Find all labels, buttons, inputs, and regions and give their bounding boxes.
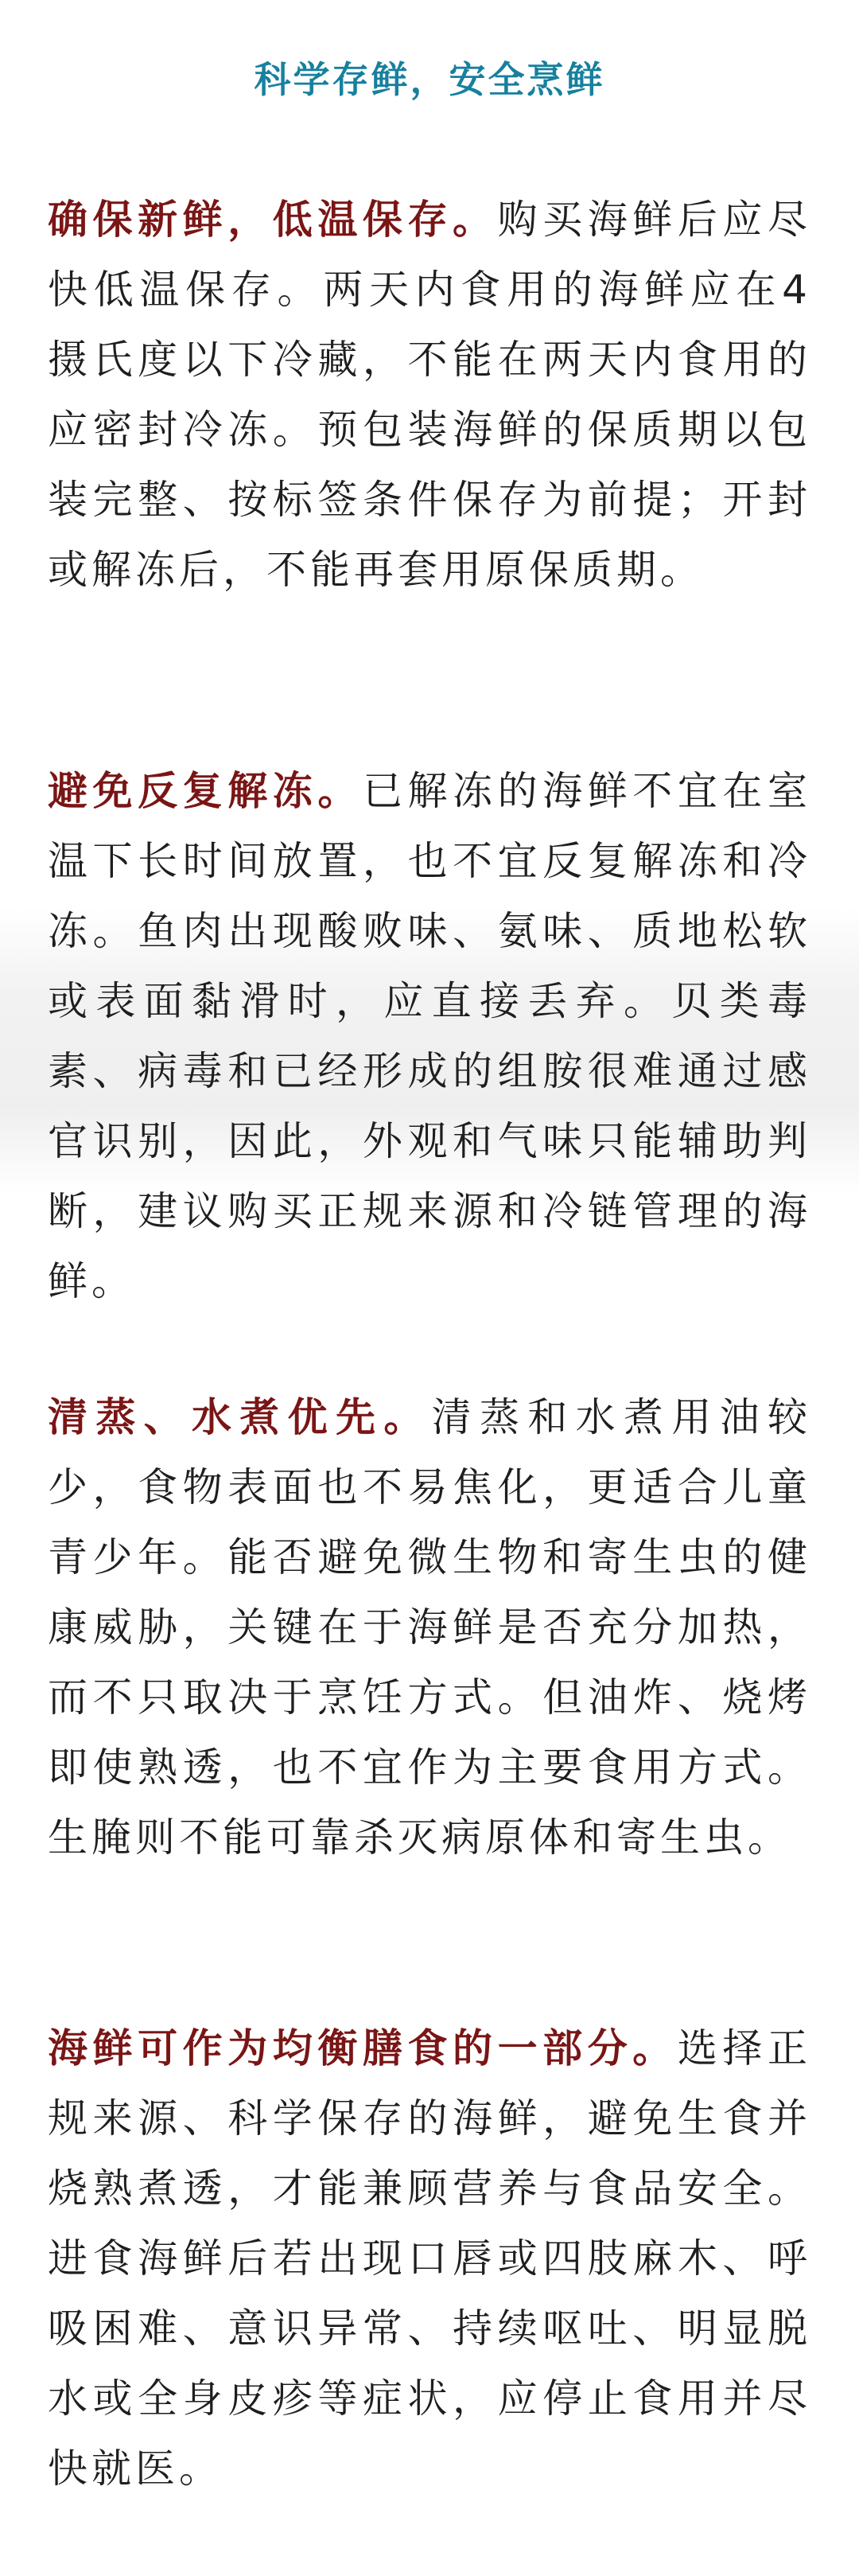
paragraph-lead: 清蒸、水煮优先。 <box>48 1394 432 1440</box>
paragraph-body: 购买海鲜后应尽快低温保存。两天内食用的海鲜应在4摄氏度以下冷藏，不能在两天内食用的应密封冷冻。预包装海鲜的保质期以包装完整、按标签条件保存为前提；开封或解冻后，不能再套用原保质期。 <box>48 197 811 593</box>
paragraph-cooking <box>48 1382 811 1873</box>
article-title: 科学存鲜，安全烹鲜 <box>254 58 605 101</box>
paragraph-body: 已解冻的海鲜不宜在室温下长时间放置，也不宜反复解冻和冷冻。鱼肉出现酸败味、氨味、质地松软或表面黏滑时，应直接丢弃。贝类毒素、病毒和已经形成的组胺很难通过感官识别，因此，外观和气味只能辅助判断，建议购买正规来源和冷链管理的海鲜。 <box>48 768 811 1304</box>
paragraph-body: 清蒸和水煮用油较少，食物表面也不易焦化，更适合儿童青少年。能否避免微生物和寄生虫的健康威胁，关键在于海鲜是否充分加热，而不只取决于烹饪方式。但油炸、烧烤即使熟透，也不宜作为主要食用方式。生腌则不能可靠杀灭病原体和寄生虫。 <box>48 1394 812 1861</box>
paragraph-lead: 海鲜可作为均衡膳食的一部分。 <box>48 2025 678 2071</box>
paragraph-body: 选择正规来源、科学保存的海鲜，避免生食并烧熟煮透，才能兼顾营养与食品安全。进食海鲜后若出现口唇或四肢麻木、呼吸困难、意识异常、持续呕吐、明显脱水或全身皮疹等症状，应停止食用并尽快就医。 <box>48 2025 811 2492</box>
paragraph-lead: 避免反复解冻。 <box>48 768 363 814</box>
paragraph-cold-storage <box>48 185 811 605</box>
paragraph-thawing <box>48 756 811 1316</box>
paragraph-lead: 确保新鲜，低温保存。 <box>48 197 498 243</box>
paragraph-balanced-diet <box>48 2013 811 2504</box>
